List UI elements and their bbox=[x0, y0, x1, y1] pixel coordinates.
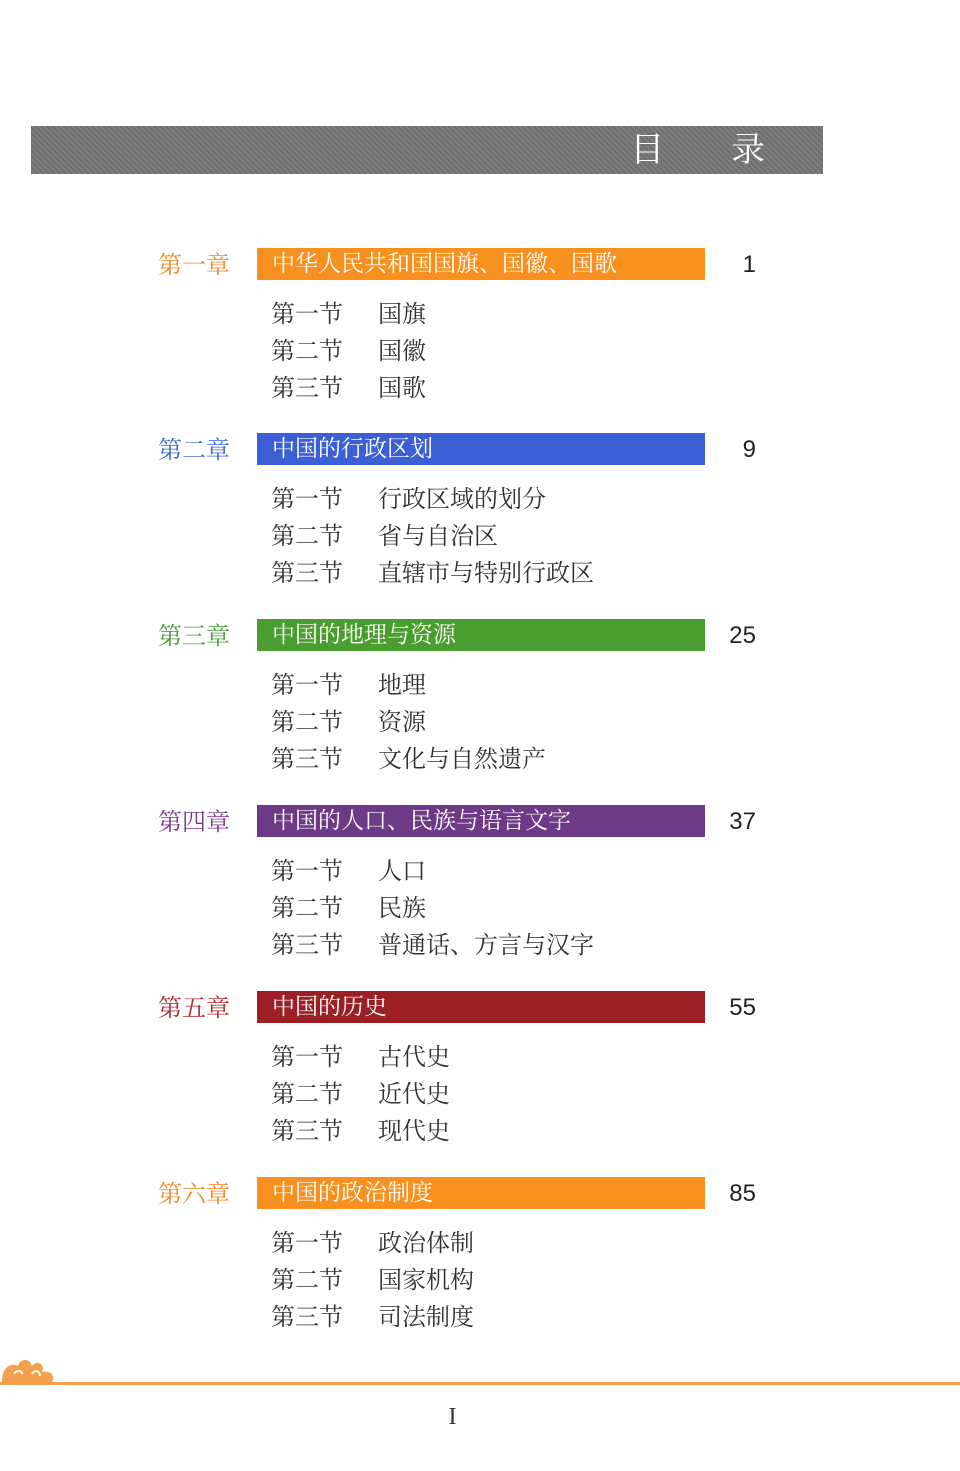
chapter-title-bar[interactable] bbox=[257, 991, 705, 1023]
section-title: 政治体制 bbox=[378, 1229, 474, 1257]
chapter-title: 中国的人口、民族与语言文字 bbox=[272, 808, 571, 834]
section-item[interactable] bbox=[271, 1113, 450, 1150]
section-number: 第三节 bbox=[271, 559, 343, 587]
section-list bbox=[271, 853, 594, 964]
chapter-entry[interactable] bbox=[0, 991, 960, 1177]
section-number: 第一节 bbox=[271, 485, 343, 513]
section-number: 第二节 bbox=[271, 522, 343, 550]
chapter-title: 中华人民共和国国旗、国徽、国歌 bbox=[272, 251, 617, 277]
chapter-title-bar[interactable] bbox=[257, 619, 705, 651]
section-number: 第一节 bbox=[271, 857, 343, 885]
section-title: 省与自治区 bbox=[378, 522, 498, 550]
section-item[interactable] bbox=[271, 518, 594, 555]
section-item[interactable] bbox=[271, 927, 594, 964]
section-number: 第二节 bbox=[271, 894, 343, 922]
section-number: 第二节 bbox=[271, 337, 343, 365]
chapter-title-bar[interactable] bbox=[257, 248, 705, 280]
chapter-entry[interactable] bbox=[0, 248, 960, 434]
section-number: 第三节 bbox=[271, 1117, 343, 1145]
chapter-page-number: 85 bbox=[729, 1180, 756, 1207]
section-number: 第二节 bbox=[271, 708, 343, 736]
section-list bbox=[271, 296, 426, 407]
section-number: 第一节 bbox=[271, 671, 343, 699]
section-item[interactable] bbox=[271, 296, 426, 333]
section-item[interactable] bbox=[271, 890, 594, 927]
chapter-entry[interactable] bbox=[0, 805, 960, 991]
chapter-title-bar[interactable] bbox=[257, 805, 705, 837]
chapter-page-number: 1 bbox=[742, 251, 756, 278]
section-title: 普通话、方言与汉字 bbox=[378, 931, 594, 959]
section-list bbox=[271, 667, 546, 778]
section-number: 第一节 bbox=[271, 1043, 343, 1071]
section-list bbox=[271, 1039, 450, 1150]
section-item[interactable] bbox=[271, 704, 546, 741]
chapter-entry[interactable] bbox=[0, 1177, 960, 1363]
chapter-entry[interactable] bbox=[0, 433, 960, 619]
chapter-title: 中国的地理与资源 bbox=[272, 622, 456, 648]
section-list bbox=[271, 481, 594, 592]
section-item[interactable] bbox=[271, 370, 426, 407]
section-title: 行政区域的划分 bbox=[378, 485, 546, 513]
section-number: 第三节 bbox=[271, 1303, 343, 1331]
section-item[interactable] bbox=[271, 667, 546, 704]
section-title: 民族 bbox=[378, 894, 426, 922]
section-title: 文化与自然遗产 bbox=[378, 745, 546, 773]
chapter-title: 中国的行政区划 bbox=[272, 436, 433, 462]
section-item[interactable] bbox=[271, 555, 594, 592]
chapter-title: 中国的历史 bbox=[272, 994, 387, 1020]
toc-header-band bbox=[31, 126, 823, 174]
section-number: 第三节 bbox=[271, 745, 343, 773]
section-number: 第三节 bbox=[271, 374, 343, 402]
chapter-title: 中国的政治制度 bbox=[272, 1180, 433, 1206]
section-title: 国歌 bbox=[378, 374, 426, 402]
section-list bbox=[271, 1225, 474, 1336]
section-title: 资源 bbox=[378, 708, 426, 736]
chapter-title-bar[interactable] bbox=[257, 433, 705, 465]
section-number: 第二节 bbox=[271, 1080, 343, 1108]
chapter-label: 第五章 bbox=[158, 994, 230, 1022]
section-item[interactable] bbox=[271, 853, 594, 890]
section-number: 第三节 bbox=[271, 931, 343, 959]
section-number: 第一节 bbox=[271, 1229, 343, 1257]
chapter-entry[interactable] bbox=[0, 619, 960, 805]
section-title: 地理 bbox=[378, 671, 426, 699]
chapter-label: 第六章 bbox=[158, 1180, 230, 1208]
section-item[interactable] bbox=[271, 1225, 474, 1262]
footer-rule bbox=[0, 1382, 960, 1385]
section-item[interactable] bbox=[271, 333, 426, 370]
section-title: 司法制度 bbox=[378, 1303, 474, 1331]
chapter-page-number: 9 bbox=[742, 436, 756, 463]
chapter-label: 第三章 bbox=[158, 622, 230, 650]
section-title: 人口 bbox=[378, 857, 426, 885]
section-title: 国旗 bbox=[378, 300, 426, 328]
toc-title: 目 录 bbox=[630, 130, 793, 170]
section-item[interactable] bbox=[271, 741, 546, 778]
section-item[interactable] bbox=[271, 1299, 474, 1336]
section-title: 现代史 bbox=[378, 1117, 450, 1145]
chapter-label: 第四章 bbox=[158, 808, 230, 836]
chapter-title-bar[interactable] bbox=[257, 1177, 705, 1209]
page-number: I bbox=[448, 1404, 457, 1430]
section-item[interactable] bbox=[271, 1262, 474, 1299]
section-title: 直辖市与特别行政区 bbox=[378, 559, 594, 587]
section-item[interactable] bbox=[271, 1076, 450, 1113]
chapter-page-number: 37 bbox=[729, 808, 756, 835]
chapter-page-number: 25 bbox=[729, 622, 756, 649]
chapter-page-number: 55 bbox=[729, 994, 756, 1021]
section-item[interactable] bbox=[271, 1039, 450, 1076]
cloud-ornament-icon bbox=[0, 1348, 64, 1386]
section-number: 第一节 bbox=[271, 300, 343, 328]
section-title: 国家机构 bbox=[378, 1266, 474, 1294]
section-number: 第二节 bbox=[271, 1266, 343, 1294]
section-title: 国徽 bbox=[378, 337, 426, 365]
chapter-label: 第二章 bbox=[158, 436, 230, 464]
chapter-label: 第一章 bbox=[158, 251, 230, 279]
section-title: 近代史 bbox=[378, 1080, 450, 1108]
section-item[interactable] bbox=[271, 481, 594, 518]
section-title: 古代史 bbox=[378, 1043, 450, 1071]
